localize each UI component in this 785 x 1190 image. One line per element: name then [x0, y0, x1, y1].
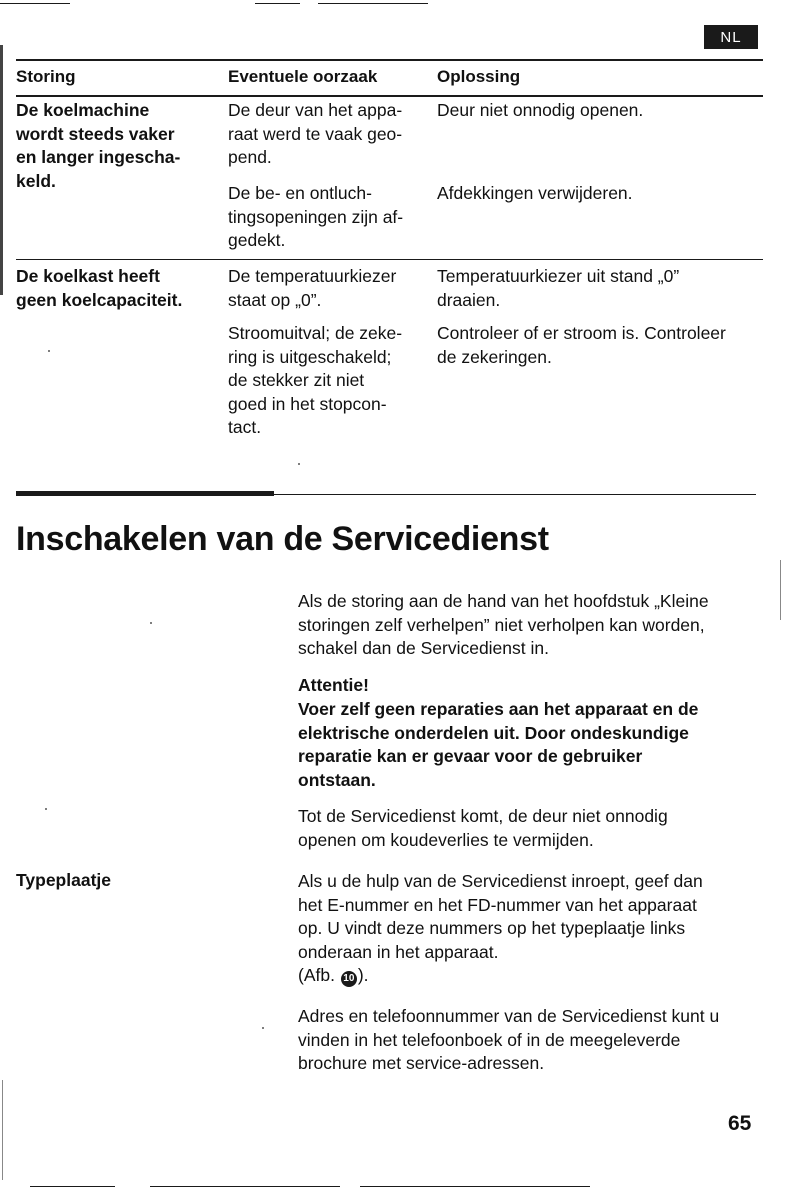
left-edge-mark — [2, 1080, 3, 1180]
figure-number-badge: 10 — [341, 971, 357, 987]
scan-speck — [298, 463, 300, 465]
table-header-rule — [16, 95, 763, 97]
table-row-1-solution-2: Afdekkingen verwijderen. — [437, 183, 633, 203]
bottom-scan-mark-2 — [150, 1186, 340, 1187]
table-row-1-cause-2: De be- en ontluch- tingsopeningen zijn af- gedekt. — [228, 183, 404, 250]
bottom-scan-mark-3 — [360, 1186, 590, 1187]
table-row-2-storing: De koelkast heeft geen koelcapaciteit. — [16, 266, 183, 310]
section-title: Inschakelen van de Servicedienst — [16, 520, 549, 558]
column-header-oplossing: Oplossing — [437, 67, 521, 86]
typeplate-heading: Typeplaatje — [16, 870, 111, 890]
table-top-rule — [16, 59, 763, 61]
page-number: 65 — [728, 1112, 752, 1135]
table-row-1-solution-1: Deur niet onnodig openen. — [437, 100, 644, 120]
warning-paragraph: Voer zelf geen reparaties aan het apparaat en de elektrische onderdelen uit. Door ondeskundige reparatie kan er gevaar voor de gebruiker ontstaan. — [298, 699, 699, 790]
left-margin-bar — [0, 45, 3, 295]
scan-speck — [48, 350, 50, 352]
intro-paragraph: Als de storing aan de hand van het hoofdstuk „Kleine storingen zelf verhelpen” niet verholpen kan worden, schakel dan de Servicedienst in. — [298, 591, 709, 658]
top-scan-mark-1 — [0, 3, 70, 4]
figure-reference: (Afb. 10 ). — [298, 965, 369, 985]
typeplate-paragraph: Als u de hulp van de Servicedienst inroept, geef dan het E-nummer en het FD-nummer van het apparaat op. U vindt deze nummers op het typeplaatje links onderaan in het apparaat. (Afb. 10 ). — [298, 870, 768, 988]
language-badge: NL — [704, 25, 758, 49]
warning-heading: Attentie! — [298, 675, 369, 695]
table-row-2-solution-1: Temperatuurkiezer uit stand „0” draaien. — [437, 266, 680, 310]
top-scan-mark-3 — [318, 3, 428, 4]
address-paragraph: Adres en telefoonnummer van de Servicedienst kunt u vinden in het telefoonboek of in de meegeleverde brochure met service-adressen. — [298, 1006, 720, 1073]
table-row-2-cause-1: De temperatuurkiezer staat op „0”. — [228, 266, 397, 310]
column-header-oorzaak: Eventuele oorzaak — [228, 67, 378, 86]
table-row-divider — [16, 259, 763, 260]
table-row-2-solution-2: Controleer of er stroom is. Controleer de zekeringen. — [437, 323, 726, 367]
door-note-paragraph: Tot de Servicedienst komt, de deur niet onnodig openen om koudeverlies te vermijden. — [298, 806, 668, 850]
table-row-1-cause-1: De deur van het appa- raat werd te vaak geo- pend. — [228, 100, 403, 167]
scan-speck — [262, 1027, 264, 1029]
top-scan-mark-2 — [255, 3, 300, 4]
column-header-storing: Storing — [16, 67, 76, 86]
bottom-scan-mark-1 — [30, 1186, 115, 1187]
table-row-2-cause-2: Stroomuitval; de zeke- ring is uitgeschakeld; de stekker zit niet goed in het stopcon- tact. — [228, 323, 403, 437]
section-divider-rule — [16, 494, 756, 495]
scan-speck — [45, 808, 47, 810]
right-margin-mark — [780, 560, 781, 620]
scan-speck — [150, 622, 152, 624]
table-row-1-storing: De koelmachine wordt steeds vaker en langer ingescha- keld. — [16, 100, 181, 191]
